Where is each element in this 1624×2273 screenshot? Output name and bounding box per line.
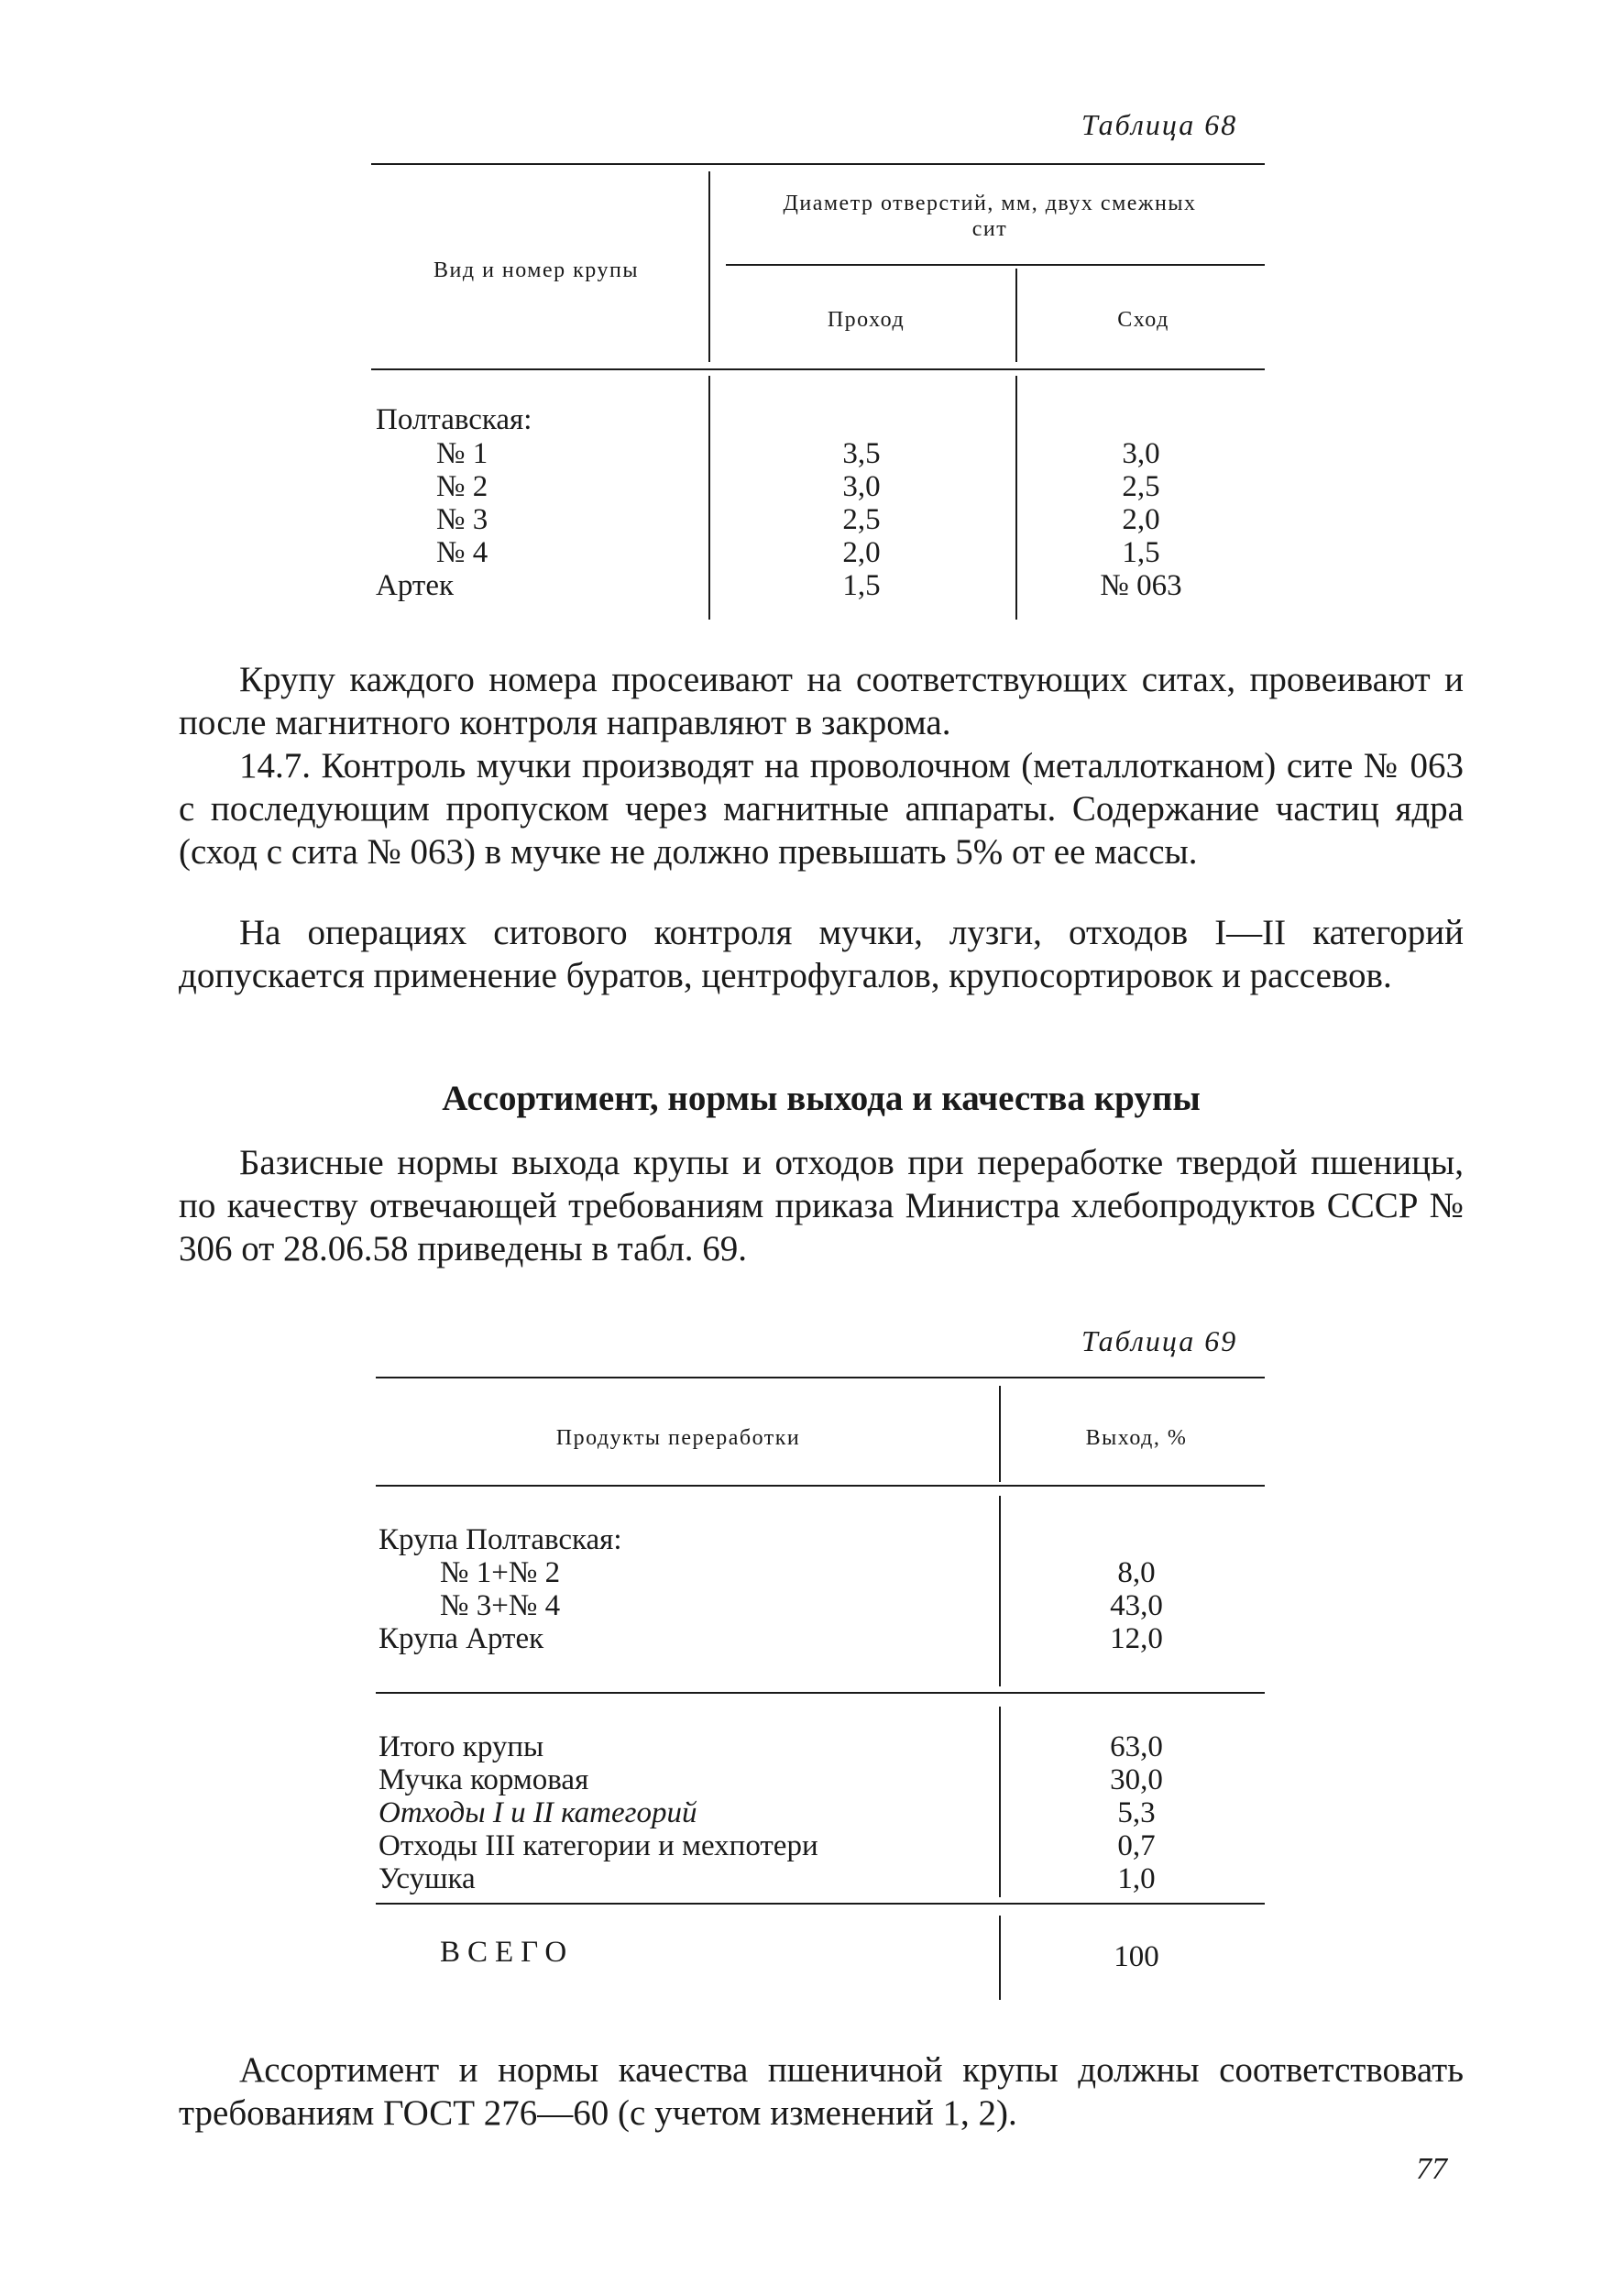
table69-yield-value: 63,0 <box>1110 1730 1163 1763</box>
table68-over-value: 2,5 <box>1122 470 1160 503</box>
table68-header-bottom-rule <box>371 368 1265 370</box>
table68-header-divider <box>708 171 710 362</box>
table69-yield-value: 5,3 <box>1117 1796 1156 1829</box>
table68-pass-value: 2,0 <box>842 536 881 569</box>
table69-row-label: № 3+№ 4 <box>440 1589 561 1622</box>
table68-row-label: № 1 <box>436 437 488 470</box>
table68-over-value: 3,0 <box>1122 437 1160 470</box>
table68-body-divider-1 <box>708 376 710 620</box>
table69-group1-divider <box>999 1496 1001 1686</box>
table68-row-label: № 4 <box>436 536 488 569</box>
table69-row-label: Отходы I и II категорий <box>379 1796 697 1829</box>
paragraph-sieving <box>179 658 1464 744</box>
paragraph-text: Крупу каждого номера просеивают на соответствующих ситах, провеивают и после магнитного контроля направляют в закрома. <box>179 660 1464 742</box>
table69-row-label: Крупа Полтавская: <box>379 1523 622 1556</box>
table68-subheader-rule <box>726 264 1265 266</box>
table69-row-label: Отходы III категории и мехпотери <box>379 1829 818 1862</box>
table68-over-value: № 063 <box>1100 569 1182 602</box>
table69-header-bottom-rule <box>376 1485 1265 1487</box>
table69-row-label: Итого крупы <box>379 1730 544 1763</box>
table68-header-diameter: Диаметр отверстий, мм, двух смежных сит <box>783 192 1197 241</box>
paragraph-text: 14.7. Контроль мучки производят на проволочном (металлотканом) сите № 063 с последующим пропуском через магнитные аппараты. Содержание частиц ядра (сход с сита № 063) в мучке не должно превышать 5% от ее массы. <box>179 746 1464 872</box>
table69-caption: Таблица 69 <box>1081 1324 1238 1357</box>
table69-header-divider <box>999 1386 1001 1482</box>
table68-row-label: Артек <box>376 569 454 602</box>
table69-yield-value: 43,0 <box>1110 1589 1163 1622</box>
paragraph-text: Ассортимент и нормы качества пшеничной крупы должны соответствовать требованиям ГОСТ 276—60 (с учетом изменений 1, 2). <box>179 2050 1464 2133</box>
table69-total-value: 100 <box>1114 1940 1159 1973</box>
table69-top-rule <box>376 1377 1265 1378</box>
table69-total-divider <box>999 1916 1001 2000</box>
paragraph-control <box>179 744 1464 873</box>
table68-row-label: Полтавская: <box>376 403 532 436</box>
table68-over-value: 1,5 <box>1122 536 1160 569</box>
table68-caption: Таблица 68 <box>1081 108 1238 141</box>
table68-top-rule <box>371 163 1265 165</box>
table68-row-label: № 2 <box>436 470 488 503</box>
table68-over-value: 2,0 <box>1122 503 1160 536</box>
section-heading: Ассортимент, нормы выхода и качества крупы <box>442 1079 1201 1118</box>
table69-header-yield: Выход, % <box>1085 1426 1188 1450</box>
table68-header-pass: Проход <box>827 308 905 332</box>
table69-yield-value: 30,0 <box>1110 1763 1163 1796</box>
table69-group1-rule <box>376 1692 1265 1694</box>
table69-group2-rule <box>376 1903 1265 1905</box>
table68-pass-value: 3,5 <box>842 437 881 470</box>
table69-row-label: Мучка кормовая <box>379 1763 589 1796</box>
table68-body-divider-2 <box>1015 376 1017 620</box>
paragraph-yield-norms <box>179 1141 1464 1270</box>
table68-pass-value: 3,0 <box>842 470 881 503</box>
paragraph-gost <box>179 2048 1464 2135</box>
table69-header-product: Продукты переработки <box>555 1426 801 1450</box>
table69-yield-value: 0,7 <box>1117 1829 1156 1862</box>
table69-row-label: № 1+№ 2 <box>440 1556 561 1589</box>
table68-subheader-divider <box>1015 269 1017 362</box>
paragraph-text: Базисные нормы выхода крупы и отходов при переработке твердой пшеницы, по качеству отвечающей требованиям приказа Министра хлебопродуктов СССР № 306 от 28.06.58 приведены в табл. 69. <box>179 1143 1464 1268</box>
table68-header-over: Сход <box>1117 308 1169 332</box>
table68-row-label: № 3 <box>436 503 488 536</box>
table69-yield-value: 8,0 <box>1117 1556 1156 1589</box>
paragraph-text: На операциях ситового контроля мучки, лузги, отходов I—II категорий допускается применение буратов, центрофугалов, крупосортировок и рассевов. <box>179 913 1464 995</box>
table68-pass-value: 1,5 <box>842 569 881 602</box>
page-number: 77 <box>1416 2152 1447 2186</box>
table69-yield-value: 12,0 <box>1110 1622 1163 1655</box>
table69-total-label: ВСЕГО <box>440 1936 575 1969</box>
table69-yield-value: 1,0 <box>1117 1862 1156 1895</box>
table68-header-product: Вид и номер крупы <box>433 258 639 282</box>
table69-row-label: Крупа Артек <box>379 1622 544 1655</box>
table69-group2-divider <box>999 1707 1001 1897</box>
paragraph-operations <box>179 911 1464 997</box>
table68-pass-value: 2,5 <box>842 503 881 536</box>
table69-row-label: Усушка <box>379 1862 476 1895</box>
